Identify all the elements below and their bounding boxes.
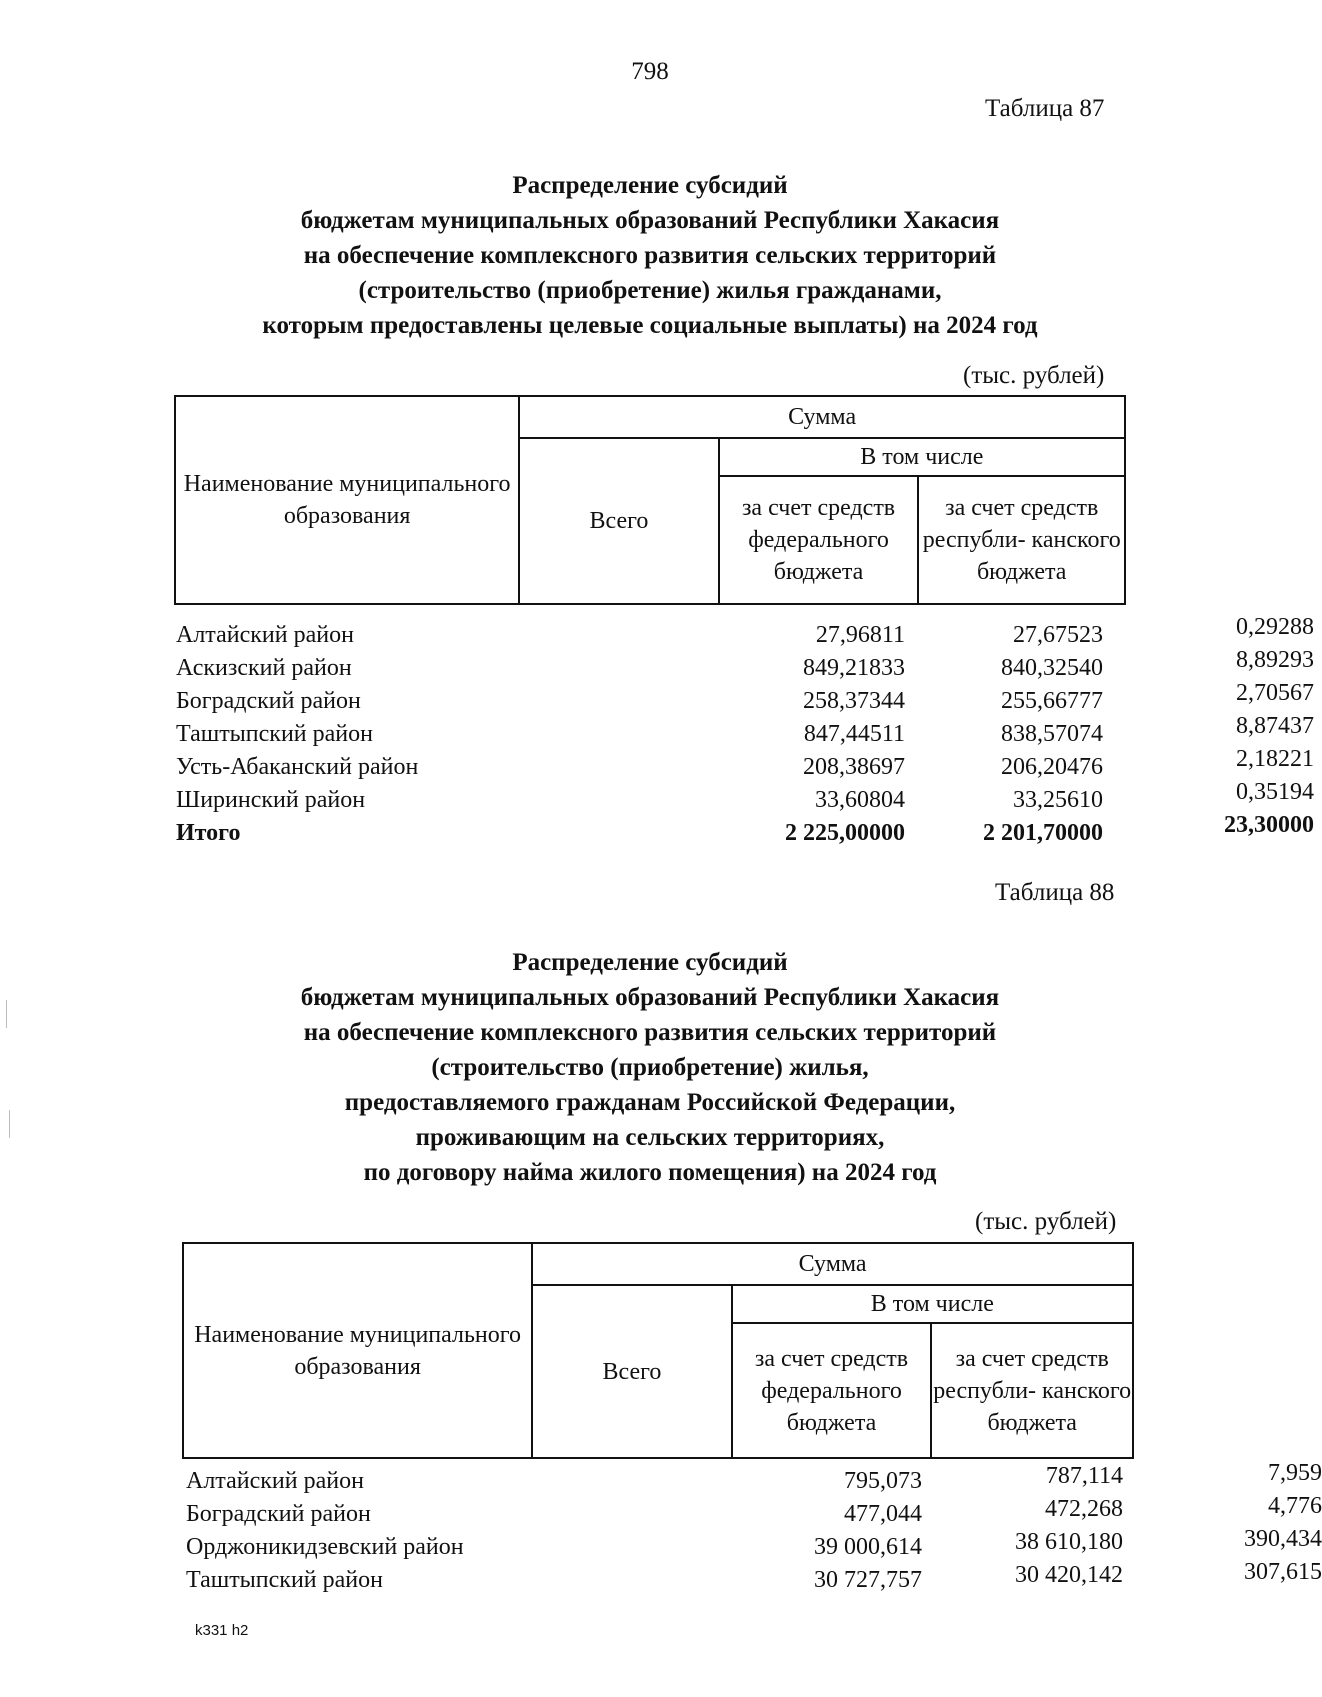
table-88-header <box>182 1242 1134 1459</box>
row-total: 258,37344 <box>803 688 905 714</box>
row-total: 208,38697 <box>803 754 905 780</box>
table-87-units: (тыс. рублей) <box>963 362 1105 389</box>
table-row <box>186 1460 1322 1501</box>
table-87-label: Таблица 87 <box>985 95 1105 122</box>
scan-artifact <box>9 1110 10 1138</box>
row-federal: 255,66777 <box>1001 688 1103 714</box>
title-line: (строительство (приобретение) жилья, <box>431 1054 869 1081</box>
row-name: Таштыпский район <box>176 721 373 747</box>
row-republic: 4,776 <box>1268 1493 1322 1519</box>
title-line: предоставляемого гражданам Российской Федерации, <box>344 1089 956 1116</box>
table-88-body <box>186 1460 1322 1600</box>
row-republic: 23,30000 <box>1224 812 1314 838</box>
header-including: В том числе <box>732 1285 1133 1323</box>
row-name: Боградский район <box>186 1501 371 1527</box>
header-federal: за счет средств федерального бюджета <box>719 476 919 604</box>
page-number: 798 <box>631 58 669 85</box>
title-line: проживающим на сельских территориях, <box>415 1124 885 1151</box>
table-row <box>176 746 1314 787</box>
row-federal: 33,25610 <box>1013 787 1103 813</box>
title-line: на обеспечение комплексного развития сельских территорий <box>303 1019 997 1046</box>
row-republic: 0,29288 <box>1236 614 1314 640</box>
table-row <box>176 614 1314 655</box>
header-total: Всего <box>532 1285 731 1458</box>
row-federal: 38 610,180 <box>1015 1529 1123 1555</box>
table-row <box>176 779 1314 820</box>
row-total: 30 727,757 <box>814 1567 922 1593</box>
title-line: которым предоставлены целевые социальные выплаты) на 2024 год <box>262 312 1038 339</box>
row-total: 849,21833 <box>803 655 905 681</box>
row-federal: 787,114 <box>1045 1463 1123 1489</box>
row-name: Алтайский район <box>186 1468 364 1494</box>
title-line: на обеспечение комплексного развития сельских территорий <box>303 242 997 269</box>
table-row-total <box>176 812 1314 853</box>
table-row <box>176 680 1314 721</box>
header-sum: Сумма <box>519 396 1125 438</box>
title-line: Распределение субсидий <box>512 949 788 976</box>
row-republic: 0,35194 <box>1236 779 1314 805</box>
row-total: 39 000,614 <box>814 1534 922 1560</box>
table-87-header <box>174 395 1126 605</box>
row-name: Аскизский район <box>176 655 352 681</box>
table-87-title <box>0 168 1300 343</box>
row-republic: 7,959 <box>1268 1460 1322 1486</box>
row-total: 795,073 <box>844 1468 922 1494</box>
header-total: Всего <box>519 438 718 604</box>
table-88-units: (тыс. рублей) <box>975 1208 1117 1235</box>
row-federal: 2 201,70000 <box>983 820 1103 846</box>
table-row <box>176 647 1314 688</box>
table-row <box>186 1559 1322 1600</box>
row-name: Итого <box>176 820 241 846</box>
header-republic: за счет средств республи- канского бюджета <box>931 1323 1133 1458</box>
row-name: Усть-Абаканский район <box>176 754 419 780</box>
row-federal: 27,67523 <box>1013 622 1103 648</box>
row-total: 2 225,00000 <box>785 820 905 846</box>
row-name: Алтайский район <box>176 622 354 648</box>
row-republic: 307,615 <box>1244 1559 1322 1585</box>
table-87-body <box>176 614 1314 853</box>
table-88-title <box>0 945 1300 1190</box>
header-name: Наименование муниципального образования <box>175 396 519 604</box>
row-republic: 8,87437 <box>1236 713 1314 739</box>
row-federal: 840,32540 <box>1001 655 1103 681</box>
title-line: (строительство (приобретение) жилья гражданами, <box>358 277 942 304</box>
row-republic: 390,434 <box>1244 1526 1322 1552</box>
row-republic: 2,18221 <box>1236 746 1314 772</box>
row-republic: 2,70567 <box>1236 680 1314 706</box>
header-federal: за счет средств федерального бюджета <box>732 1323 932 1458</box>
title-line: по договору найма жилого помещения) на 2024 год <box>363 1159 937 1186</box>
row-federal: 838,57074 <box>1001 721 1103 747</box>
title-line: бюджетам муниципальных образований Республики Хакасия <box>300 207 1000 234</box>
header-republic: за счет средств республи- канского бюджета <box>918 476 1125 604</box>
header-name: Наименование муниципального образования <box>183 1243 532 1458</box>
row-total: 847,44511 <box>803 721 905 747</box>
table-row <box>186 1493 1322 1534</box>
row-total: 27,96811 <box>815 622 905 648</box>
row-federal: 206,20476 <box>1001 754 1103 780</box>
row-federal: 472,268 <box>1045 1496 1123 1522</box>
row-name: Таштыпский район <box>186 1567 383 1593</box>
title-line: Распределение субсидий <box>512 172 788 199</box>
title-line: бюджетам муниципальных образований Республики Хакасия <box>300 984 1000 1011</box>
scan-artifact <box>6 1000 7 1028</box>
table-88-label: Таблица 88 <box>995 879 1115 906</box>
table-row <box>186 1526 1322 1567</box>
header-including: В том числе <box>719 438 1125 476</box>
table-row <box>176 713 1314 754</box>
row-name: Орджоникидзевский район <box>186 1534 464 1560</box>
row-republic: 8,89293 <box>1236 647 1314 673</box>
row-total: 33,60804 <box>815 787 905 813</box>
header-sum: Сумма <box>532 1243 1133 1285</box>
row-name: Ширинский район <box>176 787 366 813</box>
row-name: Боградский район <box>176 688 361 714</box>
row-federal: 30 420,142 <box>1015 1562 1123 1588</box>
row-total: 477,044 <box>844 1501 922 1527</box>
document-code: k331 h2 <box>195 1622 249 1639</box>
